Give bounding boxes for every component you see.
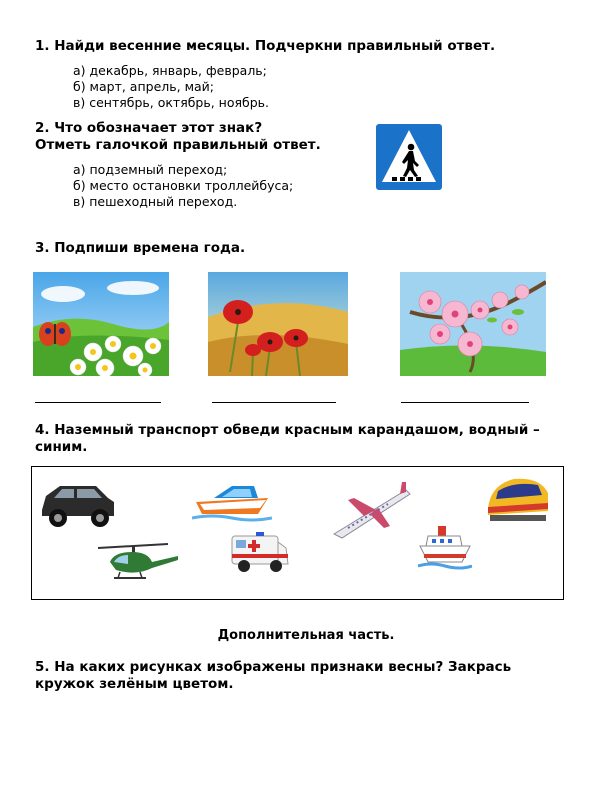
helicopter-icon[interactable] bbox=[96, 540, 180, 584]
season-answer-line-1[interactable] bbox=[35, 402, 161, 403]
q2-option-a[interactable]: а) подземный переход; bbox=[73, 162, 228, 177]
suv-car-icon[interactable] bbox=[38, 478, 118, 530]
question-2-title-line1: 2. Что обозначает этот знак? bbox=[35, 120, 263, 136]
spring-blossom-image bbox=[400, 272, 546, 376]
question-2-title-line2: Отметь галочкой правильный ответ. bbox=[35, 137, 321, 153]
ambulance-icon[interactable] bbox=[226, 528, 292, 576]
question-5-title-line1: 5. На каких рисунках изображены признаки весны? Закрась bbox=[35, 659, 512, 675]
q2-option-b[interactable]: б) место остановки троллейбуса; bbox=[73, 178, 294, 193]
question-4-title-line2: синим. bbox=[35, 439, 88, 455]
season-answer-line-2[interactable] bbox=[212, 402, 336, 403]
season-answer-line-3[interactable] bbox=[401, 402, 529, 403]
q1-option-a[interactable]: а) декабрь, январь, февраль; bbox=[73, 63, 267, 78]
question-3-title: 3. Подпиши времена года. bbox=[35, 240, 246, 256]
cruise-ship-icon[interactable] bbox=[418, 524, 472, 572]
pedestrian-crossing-sign-icon bbox=[373, 121, 445, 193]
question-5-title-line2: кружок зелёным цветом. bbox=[35, 676, 234, 692]
question-4-title-line1: 4. Наземный транспорт обведи красным карандашом, водный – bbox=[35, 422, 540, 438]
q2-option-c[interactable]: в) пешеходный переход. bbox=[73, 194, 238, 209]
summer-meadow-image bbox=[33, 272, 169, 376]
airplane-icon[interactable] bbox=[328, 478, 412, 540]
poppy-wheat-field-image bbox=[208, 272, 348, 376]
additional-part-heading: Дополнительная часть. bbox=[217, 628, 395, 643]
q1-option-b[interactable]: б) март, апрель, май; bbox=[73, 79, 214, 94]
high-speed-train-icon[interactable] bbox=[484, 473, 552, 527]
question-1-title: 1. Найди весенние месяцы. Подчеркни правильный ответ. bbox=[35, 38, 496, 54]
q1-option-c[interactable]: в) сентябрь, октябрь, ноябрь. bbox=[73, 95, 269, 110]
motor-boat-icon[interactable] bbox=[192, 480, 272, 522]
